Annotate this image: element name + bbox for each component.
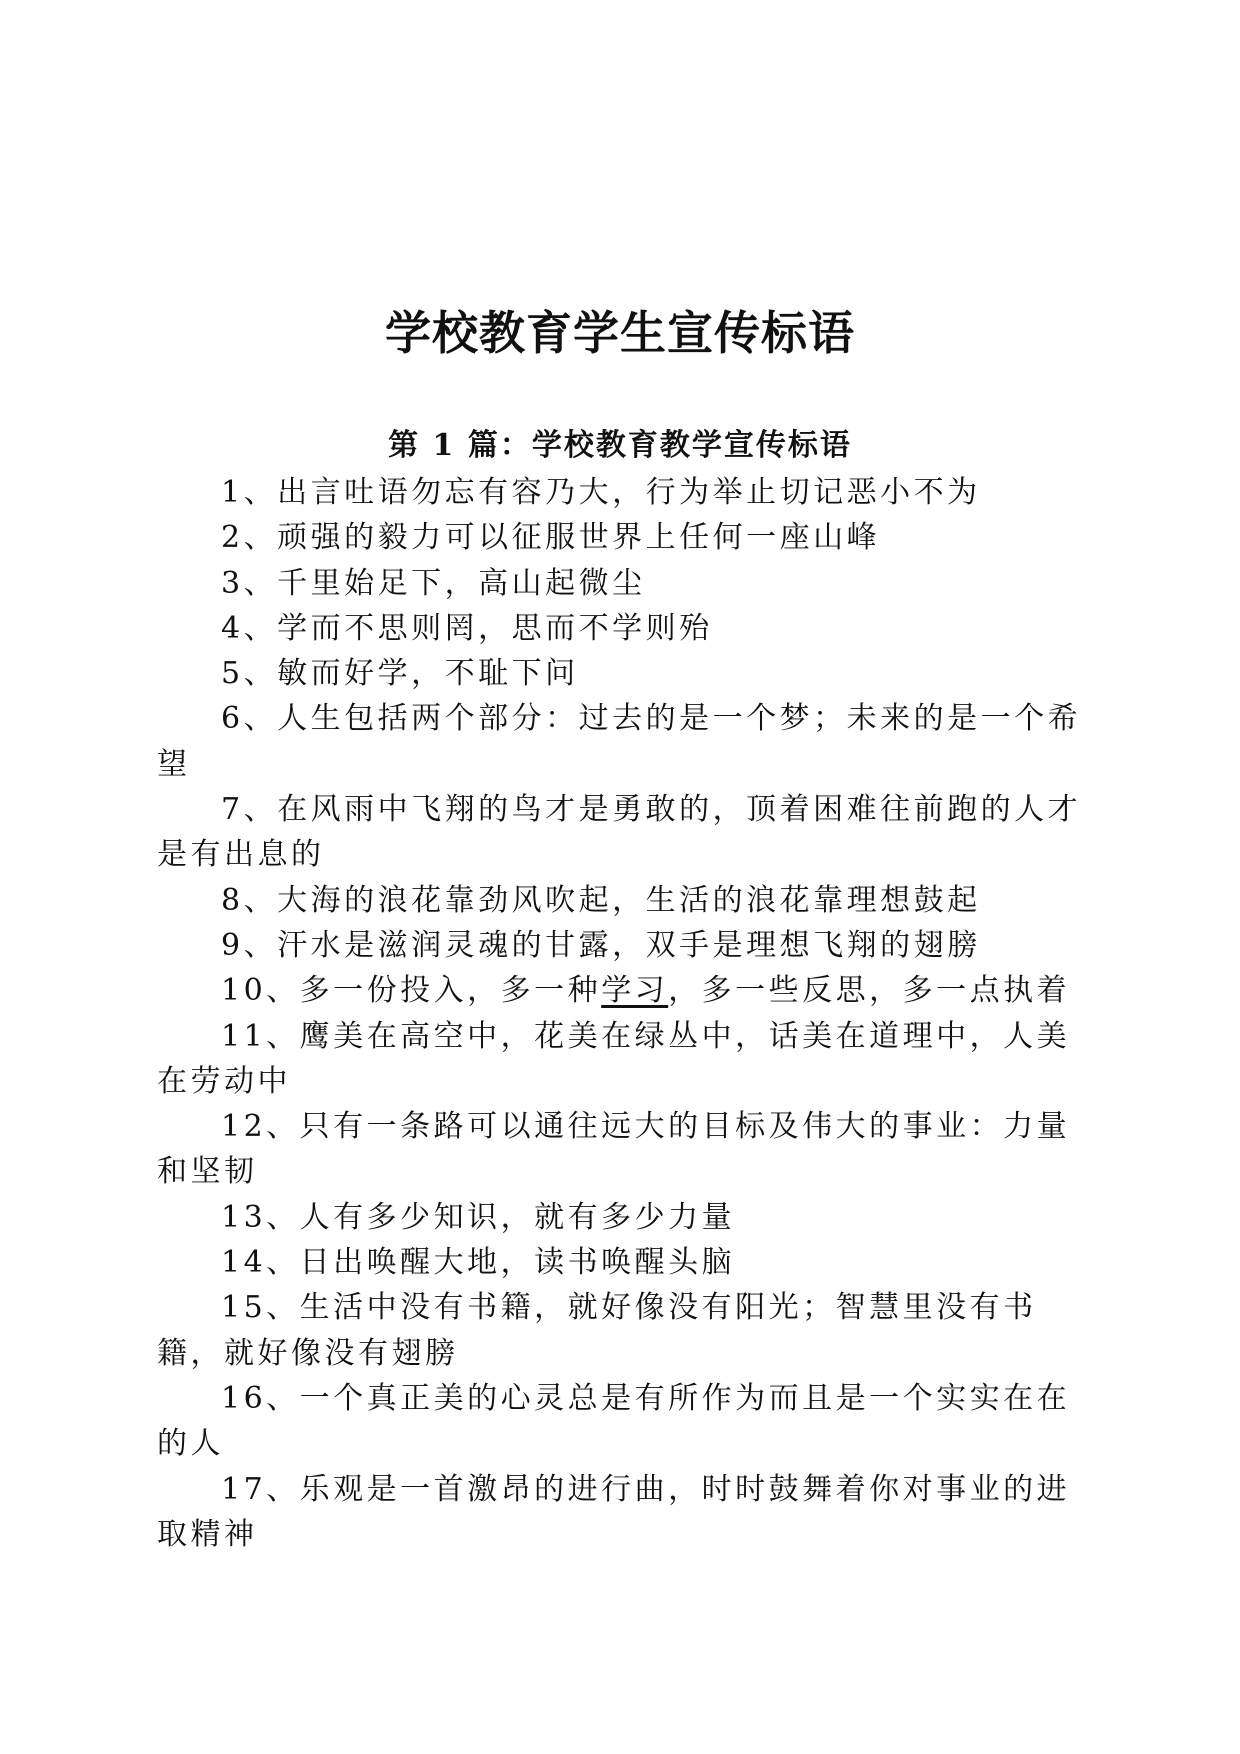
slogan-item: 6、人生包括两个部分：过去的是一个梦；未来的是一个希望 [157,701,1082,782]
slogan-item [157,968,1085,1013]
learning-link[interactable]: 学习 [601,973,669,1009]
section-heading: 第 1 篇：学校教育教学宣传标语 [388,428,852,463]
slogan-list [157,470,1085,1557]
slogan-item: 2、顽强的毅力可以征服世界上任何一座山峰 [221,520,881,556]
slogan-item: 9、汗水是滋润灵魂的甘露，双手是理想飞翔的翅膀 [221,927,981,963]
slogan-item: 5、敏而好学，不耻下问 [221,656,579,692]
document-title: 学校教育学生宣传标语 [385,306,855,360]
slogan-item: 1、出言吐语勿忘有容乃大，行为举止切记恶小不为 [221,475,981,510]
slogan-item: 13、人有多少知识，就有多少力量 [221,1199,736,1235]
slogan-item: 15、生活中没有书籍，就好像没有阳光；智慧里没有书籍，就好像没有翅膀 [157,1290,1037,1371]
slogan-item: 12、只有一条路可以通往远大的目标及伟大的事业：力量和坚韧 [157,1109,1071,1190]
slogan-item: 4、学而不思则罔，思而不学则殆 [221,610,713,646]
slogan-item: 11、鹰美在高空中，花美在绿丛中，话美在道理中，人美在劳动中 [157,1018,1071,1099]
slogan-text: 10、多一份投入，多一种 [221,973,602,1009]
slogan-item: 7、在风雨中飞翔的鸟才是勇敢的，顶着困难往前跑的人才是有出息的 [157,792,1082,873]
slogan-item: 17、乐观是一首激昂的进行曲，时时鼓舞着你对事业的进取精神 [157,1471,1071,1552]
slogan-item: 16、一个真正美的心灵总是有所作为而且是一个实实在在的人 [157,1380,1071,1462]
slogan-text: ，多一些反思，多一点执着 [668,973,1071,1009]
slogan-item: 8、大海的浪花靠劲风吹起，生活的浪花靠理想鼓起 [221,882,981,918]
slogan-item: 14、日出唤醒大地，读书唤醒头脑 [221,1245,736,1281]
slogan-item: 3、千里始足下，高山起微尘 [221,565,646,601]
